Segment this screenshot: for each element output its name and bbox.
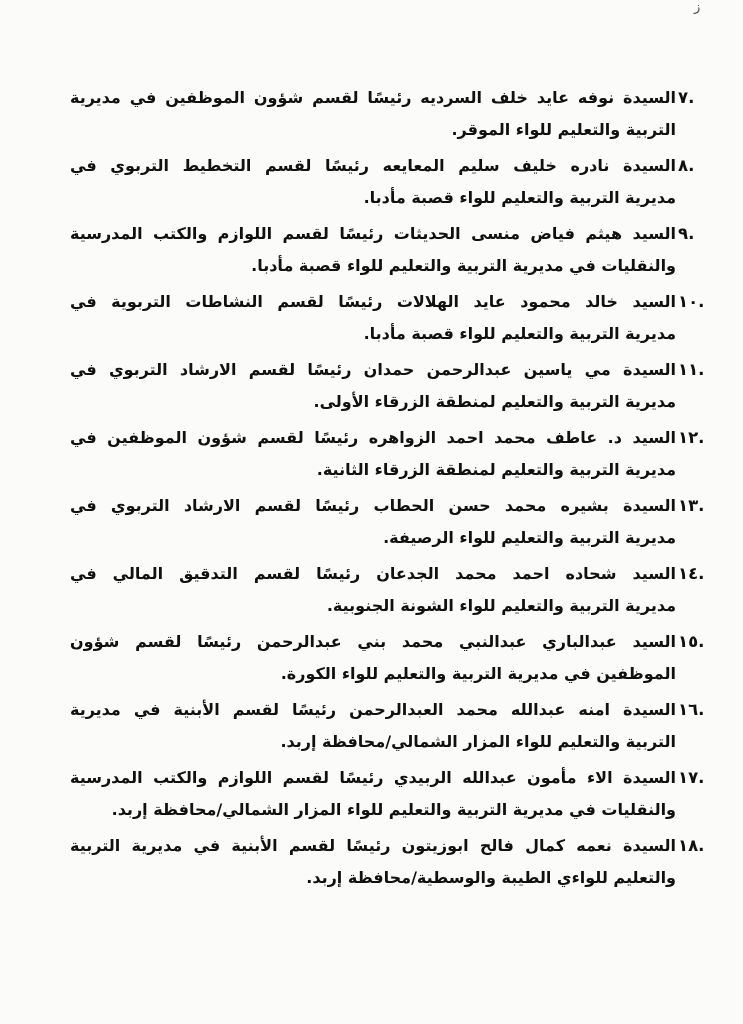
item-line-2: التربية والتعليم للواء الموقر.: [451, 120, 676, 139]
item-line-2: والنقليات في مديرية التربية والتعليم للواء المزار الشمالي/محافظة إربد.: [111, 800, 676, 819]
item-number: .١٧: [678, 768, 705, 787]
item-line-1: السيدة بشيره محمد حسن الحطاب رئيسًا لقسم الارشاد التربوي في: [70, 496, 676, 515]
item-number: .١٣: [678, 496, 705, 515]
item-line-1: السيد عبدالباري عبدالنبي محمد بني عبدالرحمن رئيسًا لقسم شؤون: [70, 632, 676, 651]
item-line-1: السيدة الاء مأمون عبدالله الربيدي رئيسًا لقسم اللوازم والكتب المدرسية: [70, 768, 676, 787]
item-number: .١٢: [678, 428, 705, 447]
item-number: .١٠: [678, 292, 705, 311]
corner-mark: ز: [694, 0, 701, 15]
item-line-2: مديرية التربية والتعليم للواء قصبة مأدبا.: [363, 324, 676, 343]
item-line-1: السيدة نوفه عايد خلف السرديه رئيسًا لقسم شؤون الموظفين في مديرية: [70, 88, 676, 107]
list-item: [70, 560, 705, 628]
list-item: [70, 764, 705, 832]
item-number: .١٥: [678, 632, 705, 651]
list-item: [70, 628, 705, 696]
item-line-2: مديرية التربية والتعليم للواء الرصيفة.: [383, 528, 676, 547]
item-line-2: مديرية التربية والتعليم للواء قصبة مأدبا.: [363, 188, 676, 207]
list-item: [70, 696, 705, 764]
item-number: .٩: [678, 224, 695, 243]
item-line-1: السيدة مي ياسين عبدالرحمن حمدان رئيسًا لقسم الارشاد التربوي في: [70, 360, 676, 379]
list-item: [70, 356, 705, 424]
item-number: .١٨: [678, 836, 705, 855]
item-line-1: السيدة نعمه كمال فالح ابوزيتون رئيسًا لقسم الأبنية في مديرية التربية: [70, 836, 676, 855]
item-line-2: مديرية التربية والتعليم للواء الشونة الجنوبية.: [326, 596, 676, 615]
item-line-2: والنقليات في مديرية التربية والتعليم للواء قصبة مأدبا.: [251, 256, 676, 275]
item-line-2: مديرية التربية والتعليم لمنطقة الزرقاء الأولى.: [313, 392, 676, 411]
item-line-1: السيد هيثم فياض منسى الحديثات رئيسًا لقسم اللوازم والكتب المدرسية: [70, 224, 676, 243]
item-number: .١٦: [678, 700, 705, 719]
item-line-1: السيدة نادره خليف سليم المعايعه رئيسًا لقسم التخطيط التربوي في: [70, 156, 676, 175]
item-line-2: مديرية التربية والتعليم لمنطقة الزرقاء الثانية.: [316, 460, 676, 479]
item-line-2: والتعليم للواءي الطيبة والوسطية/محافظة إربد.: [306, 868, 676, 887]
item-line-1: السيد خالد محمود عايد الهلالات رئيسًا لقسم النشاطات التربوية في: [70, 292, 676, 311]
list-item: [70, 288, 705, 356]
item-number: .١١: [678, 360, 705, 379]
item-line-1: السيدة امنه عبدالله محمد العبدالرحمن رئيسًا لقسم الأبنية في مديرية: [70, 700, 676, 719]
item-number: .١٤: [678, 564, 705, 583]
list-item: [70, 220, 695, 288]
appointments-list: [70, 84, 705, 900]
list-item: [70, 152, 695, 220]
list-item: [70, 84, 695, 152]
item-line-2: الموظفين في مديرية التربية والتعليم للواء الكورة.: [280, 664, 676, 683]
item-line-1: السيد د. عاطف محمد احمد الزواهره رئيسًا لقسم شؤون الموظفين في: [70, 428, 676, 447]
item-line-1: السيد شحاده احمد محمد الجدعان رئيسًا لقسم التدقيق المالي في: [70, 564, 676, 583]
item-line-2: التربية والتعليم للواء المزار الشمالي/محافظة إربد.: [280, 732, 676, 751]
list-item: [70, 832, 705, 900]
item-number: .٨: [678, 156, 695, 175]
item-number: .٧: [678, 88, 695, 107]
list-item: [70, 492, 705, 560]
list-item: [70, 424, 705, 492]
